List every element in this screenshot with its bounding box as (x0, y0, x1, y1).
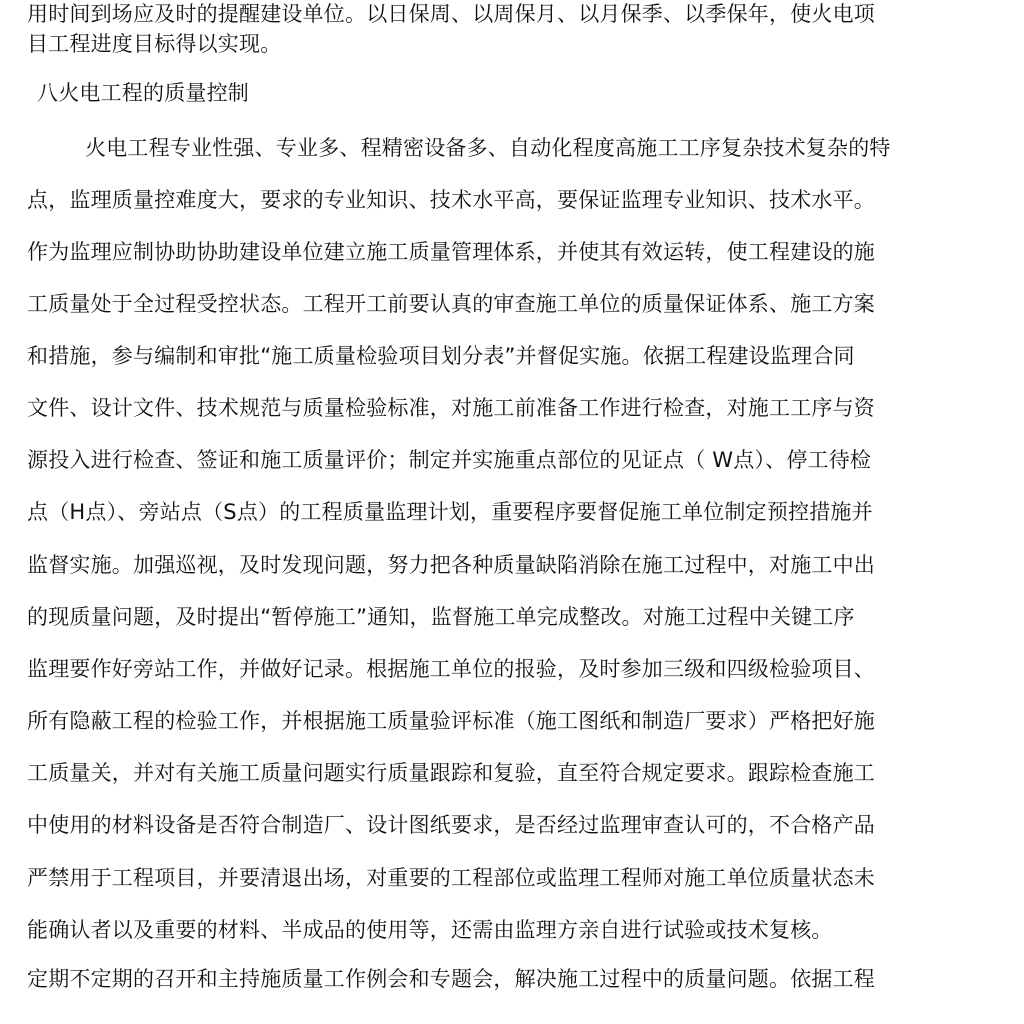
paragraph-line: 中使用的材料设备是否符合制造厂、设计图纸要求，是否经过监理审查认可的，不合格产品 (27, 813, 875, 837)
intro-line-1: 用时间到场应及时的提醒建设单位。以日保周、以周保月、以月保季、以季保年，使火电项 (27, 2, 875, 26)
paragraph-line: 监理要作好旁站工作，并做好记录。根据施工单位的报验，及时参加三级和四级检验项目、 (27, 657, 875, 681)
paragraph-line: 能确认者以及重要的材料、半成品的使用等，还需由监理方亲自进行试验或技术复核。 (27, 918, 833, 942)
paragraph-line: 火电工程专业性强、专业多、程精密设备多、自动化程度高施工工序复杂技术复杂的特 (85, 136, 891, 160)
paragraph-line: 严禁用于工程项目，并要清退出场，对重要的工程部位或监理工程师对施工单位质量状态未 (27, 866, 875, 890)
paragraph-line: 作为监理应制协助协助建设单位建立施工质量管理体系，并使其有效运转，使工程建设的施 (27, 240, 875, 264)
paragraph-line: 文件、设计文件、技术规范与质量检验标准，对施工前准备工作进行检查，对施工工序与资 (27, 396, 875, 420)
paragraph-line: 所有隐蔽工程的检验工作，并根据施工质量验评标准（施工图纸和制造厂要求）严格把好施 (27, 709, 875, 733)
paragraph-line: 工质量关，并对有关施工质量问题实行质量跟踪和复验，直至符合规定要求。跟踪检查施工 (27, 761, 875, 785)
paragraph-line: 源投入进行检查、签证和施工质量评价；制定并实施重点部位的见证点（ W点）、停工待检 (27, 448, 872, 472)
section-heading: 八火电工程的质量控制 (37, 81, 249, 105)
paragraph-line: 监督实施。加强巡视，及时发现问题，努力把各种质量缺陷消除在施工过程中，对施工中出 (27, 553, 875, 577)
paragraph-line: 工质量处于全过程受控状态。工程开工前要认真的审查施工单位的质量保证体系、施工方案 (27, 292, 875, 316)
intro-line-2: 目工程进度目标得以实现。 (27, 32, 282, 56)
paragraph-line: 点（H点）、旁站点（S点）的工程质量监理计划，重要程序要督促施工单位制定预控措施并 (27, 500, 873, 524)
paragraph-line: 的现质量问题，及时提出“暂停施工”通知，监督施工单完成整改。对施工过程中关键工序 (27, 605, 855, 629)
paragraph-line: 点，监理质量控难度大，要求的专业知识、技术水平高，要保证监理专业知识、技术水平。 (27, 188, 875, 212)
paragraph-line: 和措施，参与编制和审批“施工质量检验项目划分表”并督促实施。依据工程建设监理合同 (27, 344, 855, 368)
paragraph-line: 定期不定期的召开和主持施质量工作例会和专题会，解决施工过程中的质量问题。依据工程 (27, 967, 875, 991)
